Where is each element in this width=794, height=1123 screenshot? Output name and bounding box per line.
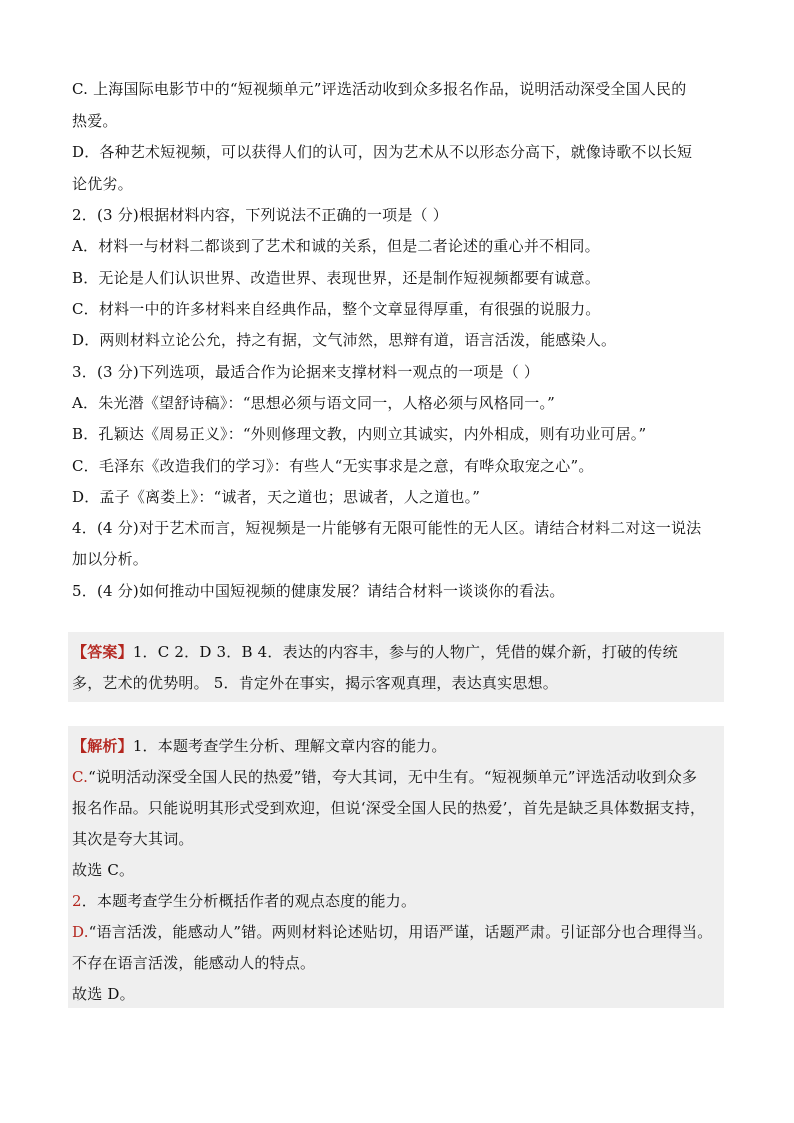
analysis-line: 其次是夸大其词。 [72,830,194,848]
question-line: D．各种艺术短视频，可以获得人们的认可，因为艺术从不以形态分高下，就像诗歌不以长短 [72,143,693,161]
question-line: 加以分析。 [72,550,149,568]
question-line: 热爱。 [72,112,118,130]
answer-label: 【答案】 [72,643,133,661]
analysis-text: “语言活泼，能感动人”错。两则材料论述贴切，用语严谨，话题严肃。引证部分也合理得当。 [88,923,713,941]
analysis-option-marker: C. [72,768,89,786]
question-line: 3．(3 分)下列选项，最适合作为论据来支撑材料一观点的一项是（ ） [72,363,540,381]
analysis-label: 【解析】 [72,737,133,755]
analysis-line: 故选 C。 [72,861,135,879]
analysis-line [72,767,732,787]
question-line: B．无论是人们认识世界、改造世界、表现世界，还是制作短视频都要有诚意。 [72,269,601,287]
question-line: D．孟子《离娄上》：“诚者，天之道也；思诚者，人之道也。” [72,488,481,506]
question-line: B．孔颖达《周易正义》：“外则修理文教，内则立其诚实，内外相成，则有功业可居。” [72,425,647,443]
question-line: 论优劣。 [72,175,133,193]
answer-line: 多，艺术的优势明。 5．肯定外在事实，揭示客观真理，表达真实思想。 [72,674,558,692]
question-line: C．材料一中的许多材料来自经典作品，整个文章显得厚重，有很强的说服力。 [72,300,601,318]
analysis-option-marker: D. [72,923,89,941]
question-line: C. 上海国际电影节中的“短视频单元”评选活动收到众多报名作品，说明活动深受全国人民的 [72,80,687,98]
question-line: D．两则材料立论公允，持之有据，文气沛然，思辩有道，语言活泼，能感染人。 [72,331,617,349]
question-line: A．材料一与材料二都谈到了艺术和诚的关系，但是二者论述的重心并不相同。 [72,237,600,255]
answer-line [72,642,732,662]
analysis-text: ．本题考查学生分析概括作者的观点态度的能力。 [81,892,417,910]
question-line: 2．(3 分)根据材料内容，下列说法不正确的一项是（ ） [72,206,448,224]
question-line: 5．(4 分)如何推动中国短视频的健康发展？请结合材料一谈谈你的看法。 [72,582,565,600]
question-line: C．毛泽东《改造我们的学习》：有些人“无实事求是之意，有哗众取宠之心”。 [72,457,594,475]
analysis-line: 故选 D。 [72,985,135,1003]
analysis-option-marker: 2 [72,892,82,910]
analysis-line: 报名作品。只能说明其形式受到欢迎，但说‘深受全国人民的热爱’，首先是缺乏具体数据支持， [72,799,706,817]
question-line: 4．(4 分)对于艺术而言，短视频是一片能够有无限可能性的无人区。请结合材料二对这一说法 [72,519,702,537]
question-line: A．朱光潜《望舒诗稿》：“思想必须与语文同一，人格必须与风格同一。” [72,394,555,412]
answer-text: 1．C 2．D 3．B 4．表达的内容丰，参与的人物广，凭借的媒介新，打破的传统 [132,643,678,661]
analysis-line [72,736,732,756]
analysis-line [72,922,732,942]
analysis-text: “说明活动深受全国人民的热爱”错，夸大其词，无中生有。“短视频单元”评选活动收到众多 [88,768,698,786]
analysis-text: 1．本题考查学生分析、理解文章内容的能力。 [132,737,447,755]
analysis-line: 不存在语言活泼，能感动人的特点。 [72,954,316,972]
analysis-line [72,891,732,911]
